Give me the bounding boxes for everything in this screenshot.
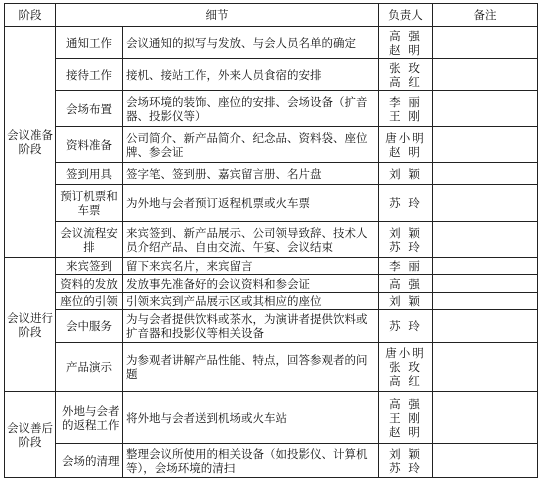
item-cell: 通知工作 [56, 27, 123, 59]
table-row [5, 127, 538, 163]
phase-cell: 会议进行阶段 [5, 258, 56, 392]
detail-cell: 签字笔、签到册、嘉宾留言册、名片盘 [123, 163, 379, 185]
note-cell [433, 59, 538, 91]
detail-cell: 会场环境的装饰、座位的安排、会场设备（扩音器、投影仪等） [123, 91, 379, 127]
detail-cell: 为与会者提供饮料或茶水，为演讲者提供饮料或扩音器和投影仪等相关设备 [123, 310, 379, 343]
header-phase: 阶段 [5, 4, 56, 27]
phase-cell: 会议准备阶段 [5, 27, 56, 258]
table-row [5, 222, 538, 258]
note-cell [433, 91, 538, 127]
person-cell: 刘 颖 [379, 293, 433, 310]
table-row [5, 27, 538, 59]
item-cell: 资料的发放 [56, 275, 123, 293]
note-cell [433, 163, 538, 185]
detail-cell: 接机、接站工作，外来人员食宿的安排 [123, 59, 379, 91]
person-cell: 苏 玲 [379, 310, 433, 343]
detail-cell: 引领来宾到产品展示区或其相应的座位 [123, 293, 379, 310]
note-cell [433, 392, 538, 444]
table-row [5, 258, 538, 275]
item-cell: 预订机票和车票 [56, 185, 123, 222]
note-cell [433, 127, 538, 163]
table-row [5, 59, 538, 91]
person-cell: 张 玫 高 红 [379, 59, 433, 91]
header-person: 负责人 [379, 4, 433, 27]
note-cell [433, 293, 538, 310]
table-row [5, 293, 538, 310]
person-cell: 李 丽 王 刚 [379, 91, 433, 127]
note-cell [433, 343, 538, 392]
item-cell: 资料准备 [56, 127, 123, 163]
table-row [5, 91, 538, 127]
person-cell: 高 强 [379, 275, 433, 293]
person-cell: 苏 玲 [379, 185, 433, 222]
table-row [5, 275, 538, 293]
detail-cell: 将外地与会者送到机场或火车站 [123, 392, 379, 444]
item-cell: 会中服务 [56, 310, 123, 343]
note-cell [433, 27, 538, 59]
detail-cell: 为参观者讲解产品性能、特点，回答参观者的问题 [123, 343, 379, 392]
table-row [5, 343, 538, 392]
person-cell: 唐小明 赵 明 [379, 127, 433, 163]
note-cell [433, 222, 538, 258]
table-row [5, 444, 538, 478]
detail-cell: 留下来宾名片，来宾留言 [123, 258, 379, 275]
table-row [5, 392, 538, 444]
header-row [5, 4, 538, 27]
person-cell: 高 强 王 刚 赵 明 [379, 392, 433, 444]
meeting-arrangement-table [4, 3, 538, 478]
person-cell: 刘 颖 [379, 163, 433, 185]
item-cell: 产品演示 [56, 343, 123, 392]
note-cell [433, 185, 538, 222]
item-cell: 会场的清理 [56, 444, 123, 478]
item-cell: 会议流程安排 [56, 222, 123, 258]
phase-cell: 会议善后阶段 [5, 392, 56, 478]
person-cell: 刘 颖 苏 玲 [379, 222, 433, 258]
person-cell: 高 强 赵 明 [379, 27, 433, 59]
note-cell [433, 258, 538, 275]
item-cell: 来宾签到 [56, 258, 123, 275]
note-cell [433, 275, 538, 293]
item-cell: 会场布置 [56, 91, 123, 127]
person-cell: 刘 颖 苏 玲 [379, 444, 433, 478]
detail-cell: 为外地与会者预订返程机票或火车票 [123, 185, 379, 222]
detail-cell: 整理会议所使用的相关设备（如投影仪、计算机等），会场环境的清扫 [123, 444, 379, 478]
table-row [5, 163, 538, 185]
header-detail: 细节 [56, 4, 379, 27]
person-cell: 唐小明 张 玫 高 红 [379, 343, 433, 392]
header-note: 备注 [433, 4, 538, 27]
item-cell: 座位的引领 [56, 293, 123, 310]
detail-cell: 来宾签到、新产品展示、公司领导致辞、技术人员介绍产品、自由交流、午宴、会议结束 [123, 222, 379, 258]
table-row [5, 310, 538, 343]
table-row [5, 185, 538, 222]
note-cell [433, 444, 538, 478]
note-cell [433, 310, 538, 343]
item-cell: 签到用具 [56, 163, 123, 185]
detail-cell: 公司简介、新产品简介、纪念品、资料袋、座位牌、参会证 [123, 127, 379, 163]
item-cell: 外地与会者的返程工作 [56, 392, 123, 444]
item-cell: 接待工作 [56, 59, 123, 91]
detail-cell: 会议通知的拟写与发放、与会人员名单的确定 [123, 27, 379, 59]
person-cell: 李 丽 [379, 258, 433, 275]
detail-cell: 发放事先准备好的会议资料和参会证 [123, 275, 379, 293]
